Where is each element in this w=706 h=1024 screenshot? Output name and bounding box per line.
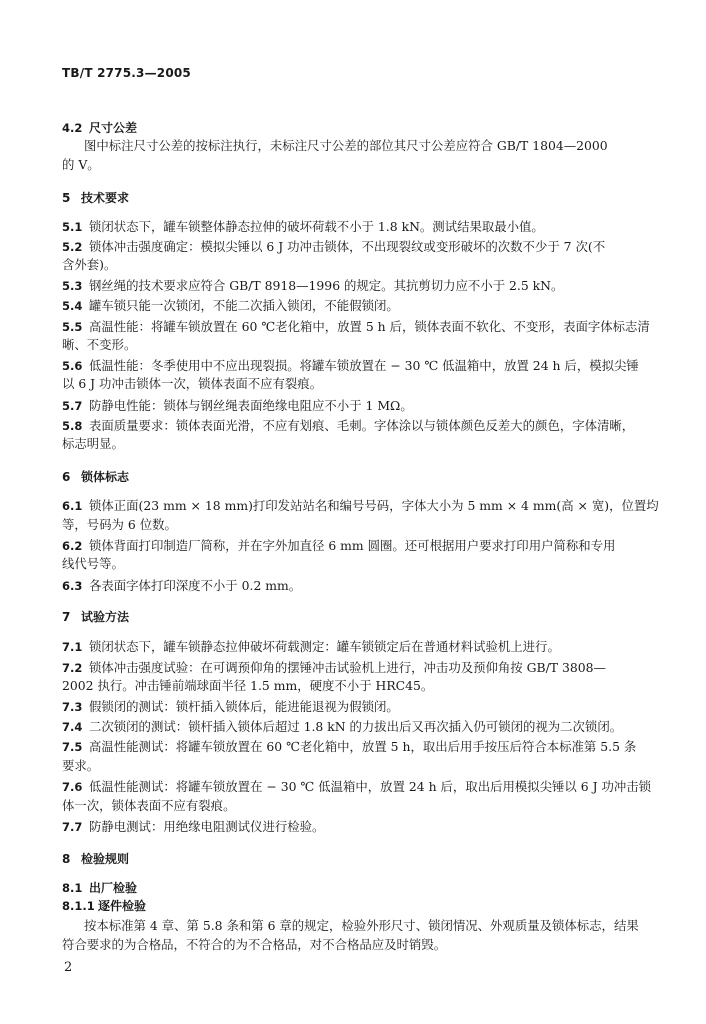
clause-title: 尺寸公差	[89, 121, 138, 135]
clause-text: 高温性能测试：将罐车锁放置在 60 ℃老化箱中，放置 5 h，取出后用手按压后符合本标准第 5.5 条	[89, 739, 637, 754]
clause-title: 出厂检验	[89, 881, 138, 895]
clause-5-2	[62, 238, 662, 256]
clause-6-3	[62, 577, 662, 595]
clause-5-5	[62, 318, 662, 336]
clause-number: 6.3	[62, 579, 83, 593]
clause-number: 8.1.1	[62, 899, 95, 913]
clause-text: 锁体背面打印制造厂简称，并在字外加直径 6 mm 圆圈。还可根据用户要求打印用户简称和专用	[89, 538, 616, 553]
clause-text: 锁体冲击强度确定：模拟尖锤以 6 J 功冲击锁体，不出现裂纹或变形破坏的次数不少于 7 次(不	[89, 239, 606, 254]
clause-5-8-cont: 标志明显。	[62, 436, 124, 451]
clause-7-1	[62, 638, 662, 656]
clause-7-2-cont: 2002 执行。冲击锤前端球面半径 1.5 mm，硬度不小于 HRC45。	[62, 678, 434, 693]
clause-text: 罐车锁只能一次锁闭，不能二次插入锁闭，不能假锁闭。	[89, 298, 399, 313]
clause-number: 7.4	[62, 720, 83, 734]
clause-5-5-cont: 晰、不变形。	[62, 337, 137, 352]
clause-number: 5.4	[62, 299, 83, 313]
clause-number: 7.5	[62, 740, 83, 754]
document-code-header: TB/T 2775.3—2005	[62, 66, 191, 80]
clause-6-2	[62, 537, 662, 555]
clause-number: 4.2	[62, 121, 83, 135]
section-title: 检验规则	[81, 852, 130, 866]
clause-5-6	[62, 357, 662, 375]
clause-number: 7.3	[62, 700, 83, 714]
clause-title: 逐件检验	[98, 899, 147, 913]
clause-7-3	[62, 698, 662, 716]
clause-text: 低温性能测试：将罐车锁放置在 − 30 ℃ 低温箱中，放置 24 h 后，取出后用模拟尖锤以 6 J 功冲击锁	[89, 779, 652, 794]
section-5-heading	[62, 189, 662, 207]
clause-number: 8.1	[62, 881, 83, 895]
section-number: 7	[62, 610, 71, 624]
paragraph-line: 图中标注尺寸公差的按标注执行，未标注尺寸公差的部位其尺寸公差应符合 GB/T 1804—2000	[84, 138, 608, 153]
clause-5-1	[62, 218, 662, 236]
paragraph-line: 的 V。	[62, 157, 100, 172]
clause-text: 二次锁闭的测试：锁杆插入锁体后超过 1.8 kN 的力拔出后又再次插入仍可锁闭的视为二次锁闭。	[89, 719, 623, 734]
clause-5-3	[62, 277, 662, 295]
clause-number: 5.5	[62, 320, 83, 334]
clause-text: 锁体正面(23 mm × 18 mm)打印发站站名和编号号码，字体大小为 5 mm × 4 mm(高 × 宽)，位置均	[89, 498, 659, 513]
clause-number: 5.2	[62, 240, 83, 254]
clause-5-4	[62, 297, 662, 315]
clause-6-1	[62, 497, 662, 515]
clause-number: 7.6	[62, 780, 83, 794]
section-number: 6	[62, 470, 71, 484]
section-6-heading	[62, 468, 662, 486]
clause-number: 6.1	[62, 499, 83, 513]
clause-number: 5.7	[62, 399, 83, 413]
clause-7-5-cont: 要求。	[62, 758, 100, 773]
paragraph-line: 符合要求的为合格品，不符合的为不合格品，对不合格品应及时销毁。	[62, 937, 447, 952]
clause-number: 6.2	[62, 539, 83, 553]
clause-6-1-cont: 等，号码为 6 位数。	[62, 517, 177, 532]
clause-7-5	[62, 738, 662, 756]
clause-5-7	[62, 397, 662, 415]
section-4-2-heading	[62, 119, 662, 137]
clause-text: 各表面字体打印深度不小于 0.2 mm。	[89, 578, 302, 593]
clause-text: 防静电测试：用绝缘电阻测试仪进行检验。	[89, 819, 325, 834]
clause-number: 7.2	[62, 661, 83, 675]
section-number: 8	[62, 852, 71, 866]
section-number: 5	[62, 191, 71, 205]
clause-number: 5.6	[62, 359, 83, 373]
section-8-heading	[62, 850, 662, 868]
clause-text: 防静电性能：锁体与钢丝绳表面绝缘电阻应不小于 1 MΩ。	[89, 398, 413, 413]
section-title: 试验方法	[81, 610, 130, 624]
paragraph-line: 按本标准第 4 章、第 5.8 条和第 6 章的规定，检验外形尺寸、锁闭情况、外观质量及锁体标志，结果	[84, 918, 639, 933]
clause-7-6-cont: 体一次，锁体表面不应有裂痕。	[62, 798, 236, 813]
subsection-8-1-heading	[62, 879, 662, 897]
clause-6-2-cont: 线代号等。	[62, 556, 124, 571]
clause-text: 假锁闭的测试：锁杆插入锁体后，能进能退视为假锁闭。	[89, 699, 399, 714]
subsection-8-1-1-heading	[62, 897, 662, 915]
clause-text: 锁闭状态下，罐车锁整体静态拉伸的破坏荷载不小于 1.8 kN。测试结果取最小值。	[89, 219, 544, 234]
page-number: 2	[64, 960, 73, 975]
clause-5-8	[62, 417, 662, 435]
clause-text: 表面质量要求：锁体表面光滑，不应有划痕、毛刺。字体涂以与锁体颜色反差大的颜色，字体清晰，	[89, 418, 635, 433]
clause-number: 5.3	[62, 279, 83, 293]
section-title: 锁体标志	[81, 470, 130, 484]
section-7-heading	[62, 608, 662, 626]
clause-text: 锁体冲击强度试验：在可调预仰角的摆锤冲击试验机上进行，冲击功及预仰角按 GB/T 3808—	[89, 660, 606, 675]
clause-7-2	[62, 659, 662, 677]
clause-text: 高温性能：将罐车锁放置在 60 ℃老化箱中，放置 5 h 后，锁体表面不软化、不变形，表面字体标志清	[89, 319, 650, 334]
clause-text: 锁闭状态下，罐车锁静态拉伸破坏荷载测定：罐车锁锁定后在普通材料试验机上进行。	[89, 639, 560, 654]
section-title: 技术要求	[81, 191, 130, 205]
clause-text: 钢丝绳的技术要求应符合 GB/T 8918—1996 的规定。其抗剪切力应不小于 2.5 kN。	[89, 278, 564, 293]
clause-number: 5.1	[62, 220, 83, 234]
clause-7-6	[62, 778, 662, 796]
clause-5-6-cont: 以 6 J 功冲击锁体一次，锁体表面不应有裂痕。	[62, 376, 323, 391]
clause-number: 7.7	[62, 820, 83, 834]
clause-text: 低温性能：冬季使用中不应出现裂损。将罐车锁放置在 − 30 ℃ 低温箱中，放置 24 h 后，模拟尖锤	[89, 358, 639, 373]
clause-number: 7.1	[62, 640, 83, 654]
clause-7-7	[62, 818, 662, 836]
clause-7-4	[62, 718, 662, 736]
clause-5-2-cont: 含外套)。	[62, 257, 117, 272]
clause-number: 5.8	[62, 419, 83, 433]
